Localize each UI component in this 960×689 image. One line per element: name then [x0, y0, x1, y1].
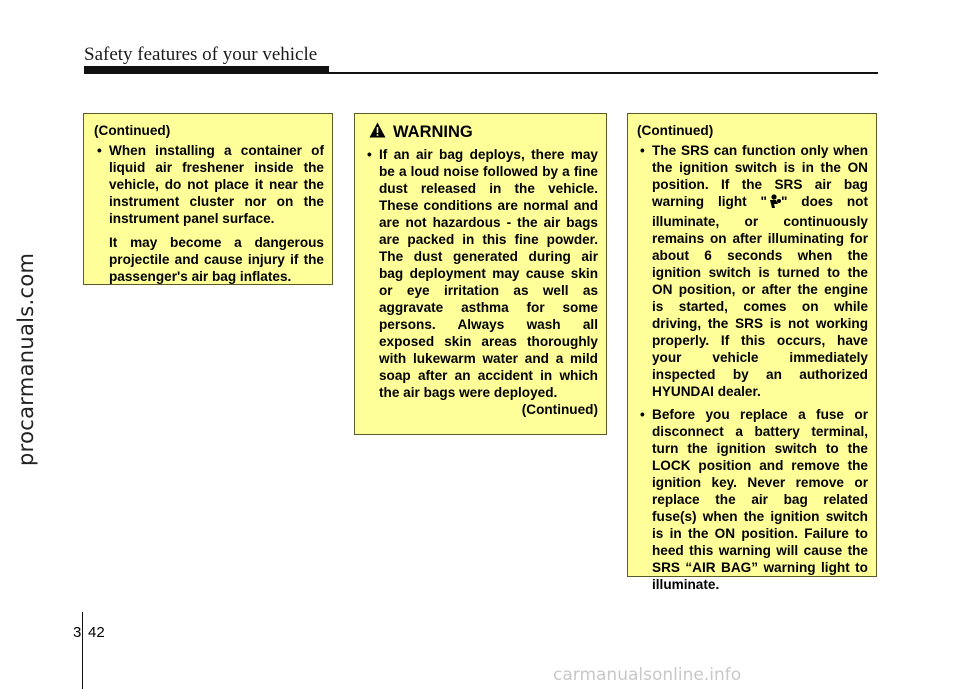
page-header-title: Safety features of your vehicle [84, 44, 318, 65]
bullet-fuse-battery: • Before you replace a fuse or disconnect a battery terminal, turn the ignition switch to the LOCK position and remove the ignition key. Never remove or replace the air bag related fuse(s) when the ignition switch is in the ON position. Failure to heed this warning will cause the SRS “AIR BAG” warning light to illuminate. [637, 406, 868, 593]
page-number: 42 [88, 624, 105, 641]
srs-text-after-icon: " does not illuminate, or continuously remains on after illuminating for about 6 seconds when the ignition switch is turned to the ON position, or after the engine is started, comes on while driving, the SRS is not working properly. If this occurs, have your vehicle immediately inspected by an authorized HYUNDAI dealer. [652, 194, 868, 399]
continued-label: (Continued) [637, 123, 714, 138]
warning-title: WARNING [393, 122, 473, 141]
continued-caution-box-left [83, 113, 333, 285]
section-number: 3 [73, 624, 82, 641]
bullet-srs-function [637, 142, 868, 400]
continued-warning-box-right [627, 113, 877, 592]
bottom-watermark: carmanualsonline.info [553, 665, 742, 685]
airbag-warning-icon [767, 194, 781, 213]
srs-text-before-icon: The SRS can function only when the ignition switch is in the ON position. If the SRS air bag warning light " [652, 143, 868, 209]
warning-header [369, 122, 598, 142]
bullet-airbag-dust: • If an air bag deploys, there may be a loud noise followed by a fine dust released in the vehicle. These conditions are normal and are not hazardous - the air bags are packed in this fine powder. The dust generated during air bag deployment may cause skin or eye irritation as well as aggravate asthma for some persons. Always wash all exposed skin areas thoroughly with lukewarm water and a mild soap after an accident in which the air bags were deployed. [364, 146, 598, 401]
bullet-air-freshener: • When installing a container of liquid air freshener inside the vehicle, do not place it near the instrument cluster nor on the instrument panel surface. [94, 142, 324, 227]
continued-label: (Continued) [94, 123, 171, 138]
footer-rule [82, 612, 83, 689]
header-rule [84, 72, 878, 74]
warning-triangle-icon [369, 122, 386, 142]
projectile-note: It may become a dangerous projectile and cause injury if the passenger's air bag inflates. [109, 235, 324, 284]
continued-label: (Continued) [521, 402, 598, 417]
warning-box-middle [354, 113, 607, 435]
side-watermark: procarmanuals.com [14, 252, 38, 466]
